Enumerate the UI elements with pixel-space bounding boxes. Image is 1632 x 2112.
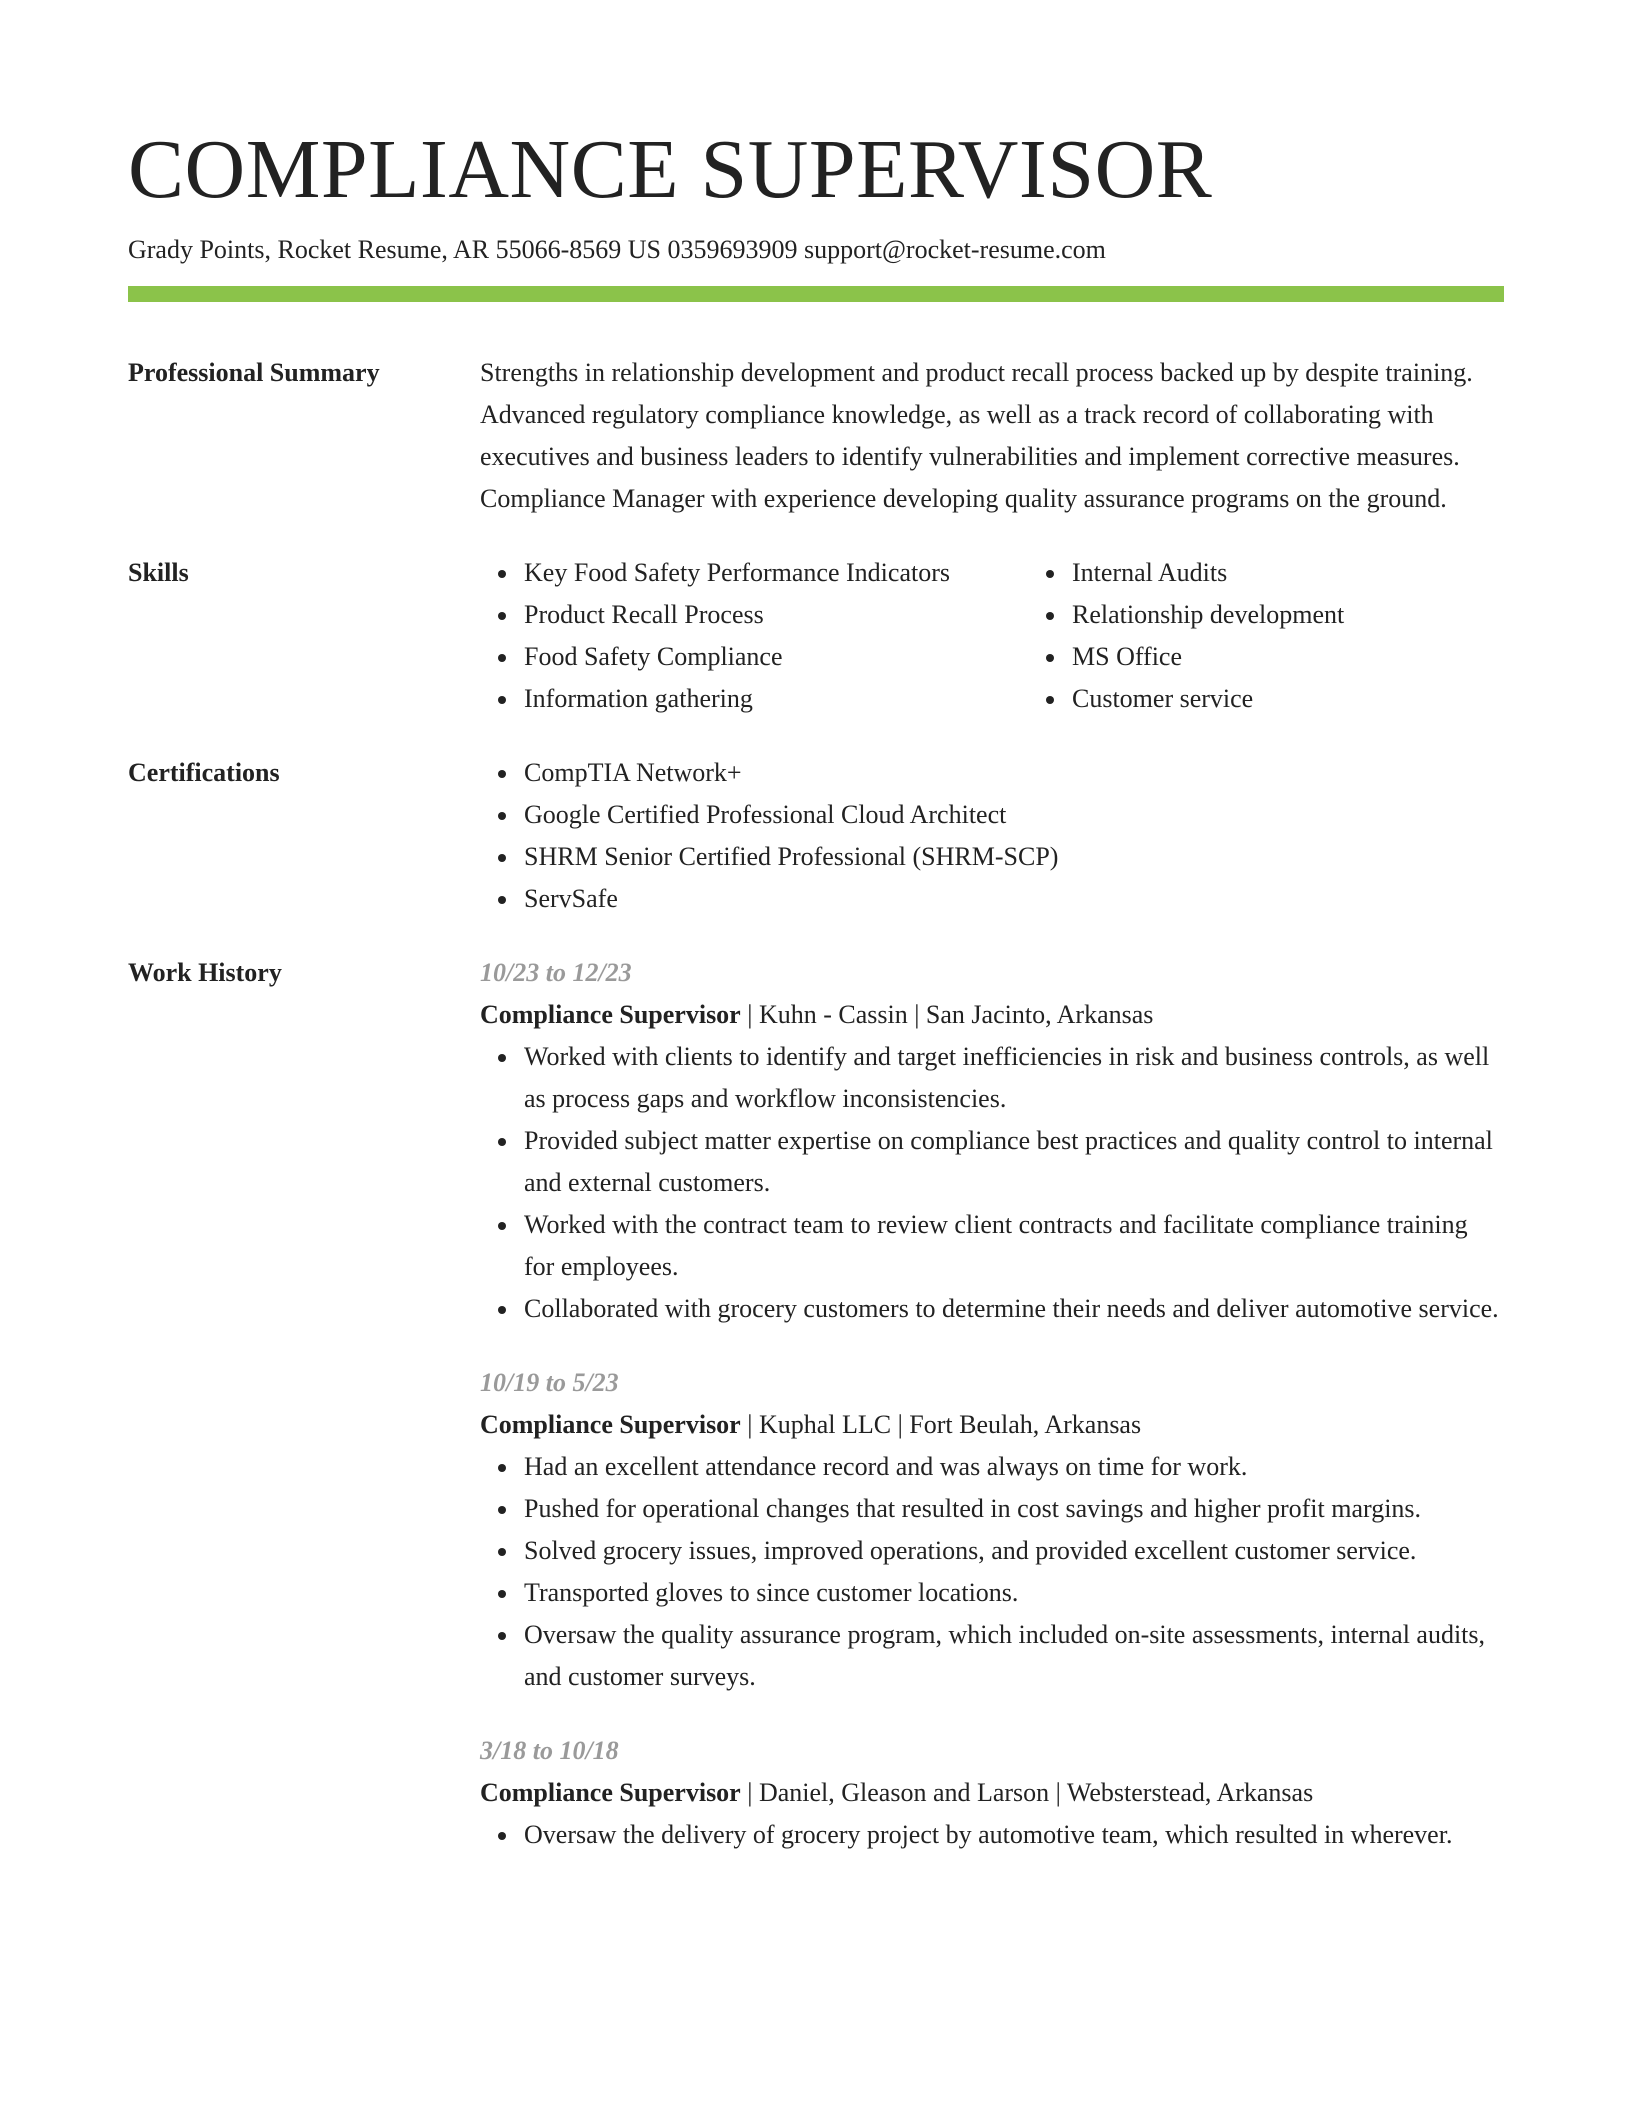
job-bullet: Provided subject matter expertise on compliance best practices and quality control to internal and external customers. xyxy=(524,1120,1504,1204)
job-entry xyxy=(480,1362,1504,1698)
resume-page xyxy=(128,0,1504,1888)
job-employer-location: | Kuhn - Cassin | San Jacinto, Arkansas xyxy=(740,1000,1154,1029)
job-title-line xyxy=(480,1772,1504,1814)
job-bullet: Transported gloves to since customer locations. xyxy=(524,1572,1504,1614)
skill-item: Internal Audits xyxy=(1072,552,1504,594)
job-bullet: Had an excellent attendance record and was always on time for work. xyxy=(524,1446,1504,1488)
skill-item: Product Recall Process xyxy=(524,594,1028,636)
certification-item: SHRM Senior Certified Professional (SHRM-SCP) xyxy=(524,836,1504,878)
skill-item: Information gathering xyxy=(524,678,1028,720)
job-bullets xyxy=(480,1814,1504,1856)
job-title: Compliance Supervisor xyxy=(480,1000,741,1029)
job-bullets xyxy=(480,1036,1504,1330)
resume-title: COMPLIANCE SUPERVISOR xyxy=(128,123,1213,216)
job-bullet: Collaborated with grocery customers to determine their needs and deliver automotive service. xyxy=(524,1288,1504,1330)
skills-grid xyxy=(480,552,1504,720)
job-bullet: Worked with clients to identify and target inefficiencies in risk and business controls, as well as process gaps and workflow inconsistencies. xyxy=(524,1036,1504,1120)
job-bullet: Pushed for operational changes that resulted in cost savings and higher profit margins. xyxy=(524,1488,1504,1530)
job-entry xyxy=(480,952,1504,1330)
work-history-section xyxy=(128,952,1504,1888)
summary-text: Strengths in relationship development and product recall process backed up by despite training. Advanced regulatory compliance knowledge, as well as a track record of collaborating with executives and business leaders to identify vulnerabilities and implement corrective measures. Compliance Manager with experience developing quality assurance programs on the ground. xyxy=(480,358,1473,513)
skills-heading: Skills xyxy=(128,558,189,587)
job-title-line xyxy=(480,1404,1504,1446)
job-dates: 10/19 to 5/23 xyxy=(480,1368,619,1397)
skill-item: Relationship development xyxy=(1072,594,1504,636)
certifications-list xyxy=(480,752,1504,920)
job-title: Compliance Supervisor xyxy=(480,1778,741,1807)
summary-heading: Professional Summary xyxy=(128,358,380,387)
skill-item: Customer service xyxy=(1072,678,1504,720)
job-employer-location: | Kuphal LLC | Fort Beulah, Arkansas xyxy=(740,1410,1142,1439)
job-title: Compliance Supervisor xyxy=(480,1410,741,1439)
skills-section xyxy=(128,552,1504,720)
work-history-body xyxy=(480,952,1504,1888)
certifications-body xyxy=(480,752,1504,920)
certifications-heading: Certifications xyxy=(128,758,280,787)
certification-item: ServSafe xyxy=(524,878,1504,920)
skill-item: Key Food Safety Performance Indicators xyxy=(524,552,1028,594)
job-employer-location: | Daniel, Gleason and Larson | Websterstead, Arkansas xyxy=(740,1778,1314,1807)
skills-list-left xyxy=(480,552,1028,720)
certifications-section xyxy=(128,752,1504,920)
skill-item: MS Office xyxy=(1072,636,1504,678)
job-dates: 10/23 to 12/23 xyxy=(480,958,632,987)
job-bullet: Oversaw the quality assurance program, which included on-site assessments, internal audits, and customer surveys. xyxy=(524,1614,1504,1698)
summary-section xyxy=(128,352,1504,520)
contact-line: Grady Points, Rocket Resume, AR 55066-8569 US 0359693909 support@rocket-resume.com xyxy=(128,235,1106,264)
job-bullets xyxy=(480,1446,1504,1698)
job-bullet: Worked with the contract team to review client contracts and facilitate compliance training for employees. xyxy=(524,1204,1504,1288)
certification-item: CompTIA Network+ xyxy=(524,752,1504,794)
job-dates: 3/18 to 10/18 xyxy=(480,1736,619,1765)
certification-item: Google Certified Professional Cloud Architect xyxy=(524,794,1504,836)
job-title-line xyxy=(480,994,1504,1036)
job-bullet: Solved grocery issues, improved operations, and provided excellent customer service. xyxy=(524,1530,1504,1572)
job-bullet: Oversaw the delivery of grocery project by automotive team, which resulted in wherever. xyxy=(524,1814,1504,1856)
skill-item: Food Safety Compliance xyxy=(524,636,1028,678)
accent-divider xyxy=(128,286,1504,302)
skills-list-right xyxy=(1028,552,1504,720)
work-history-heading: Work History xyxy=(128,958,282,987)
job-entry xyxy=(480,1730,1504,1856)
